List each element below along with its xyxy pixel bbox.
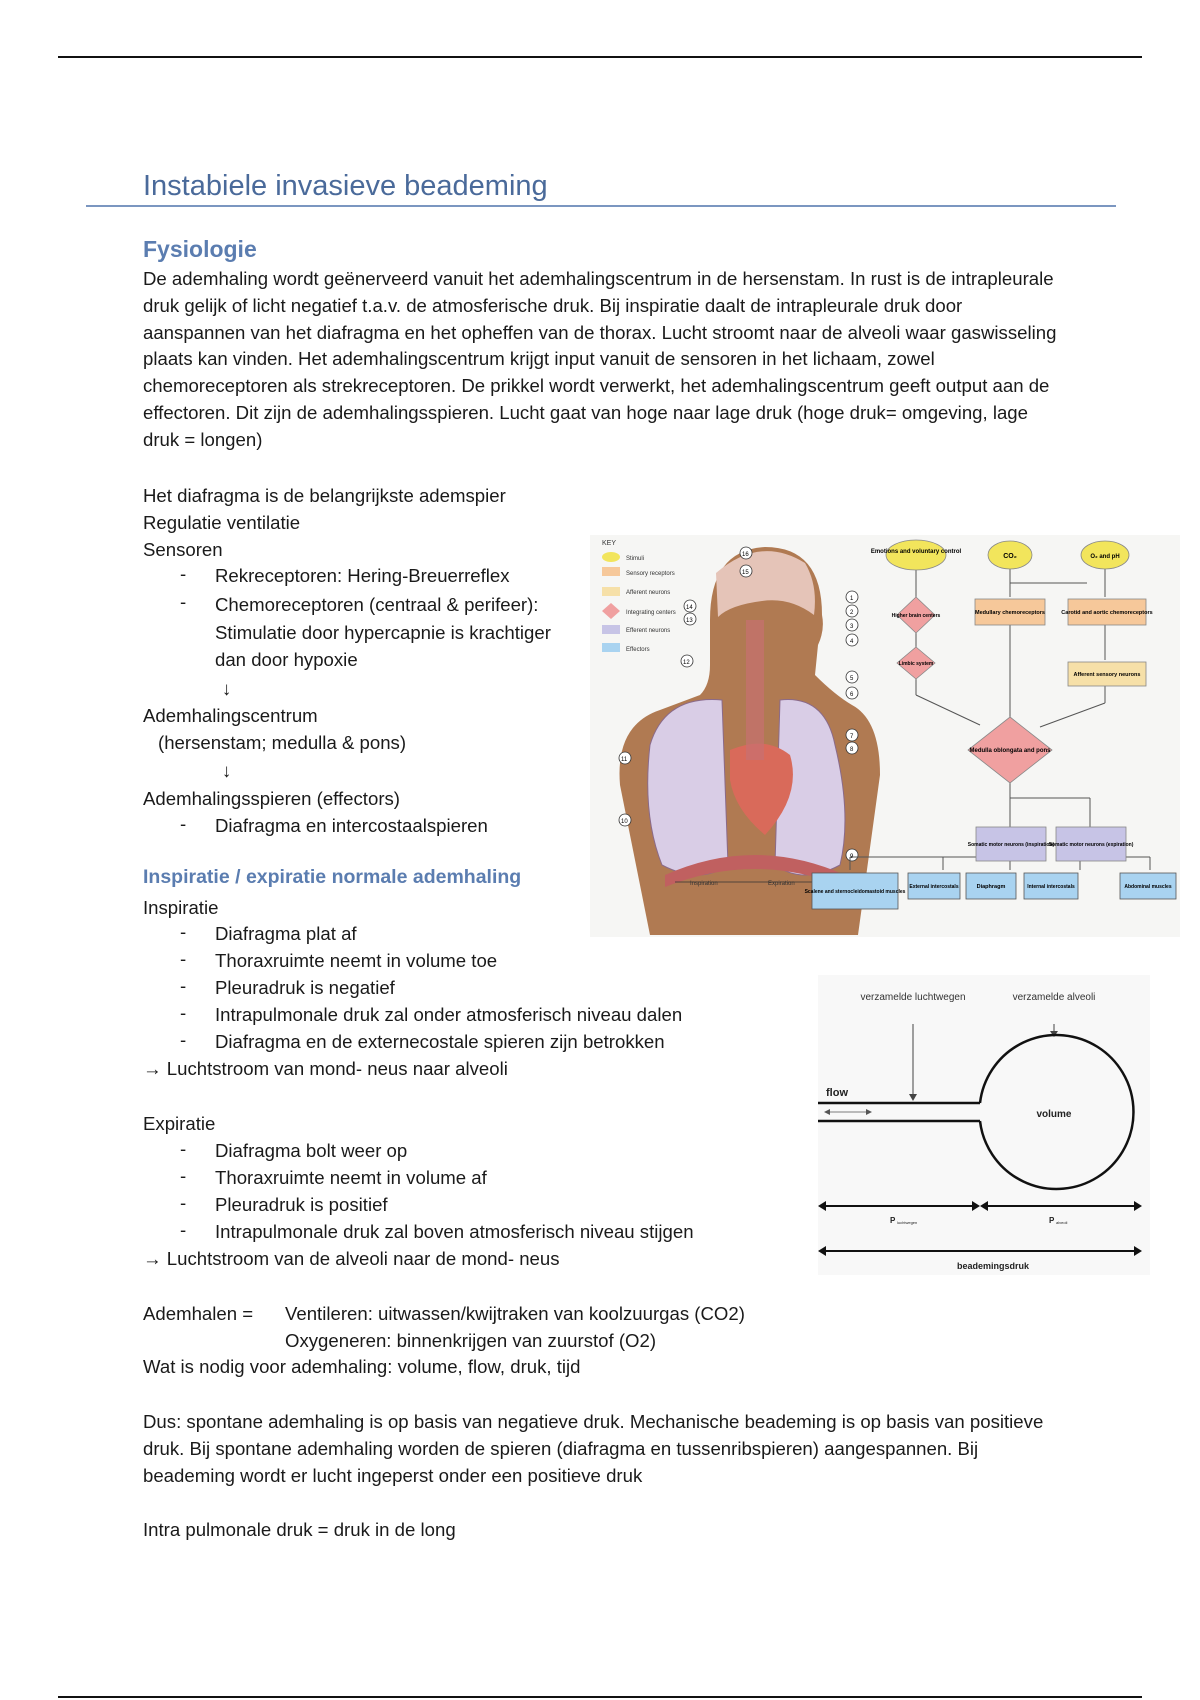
effector-label: Scalene and sternocleidomastoid muscles [804, 889, 906, 895]
ventileren-line: Ventileren: uitwassen/kwijtraken van koolzuurgas (CO2) [285, 1303, 745, 1324]
bullet-dash: - [180, 1192, 187, 1213]
section-heading-fysiologie: Fysiologie [143, 236, 257, 262]
legend-swatch [602, 625, 620, 634]
arrow-down: ↓ [222, 678, 232, 699]
marker-number: 15 [742, 570, 749, 576]
effector-label: Internal intercostals [1027, 884, 1075, 890]
axis-expiration: Expiration [768, 881, 795, 887]
inspiratie-result: → Luchtstroom van mond- neus naar alveoli [143, 1058, 508, 1079]
bullet-dash: - [180, 591, 187, 612]
legend-swatch [602, 587, 620, 596]
sensor-item: Chemoreceptoren (centraal & perifeer): Stimulatie door hypercapnie is krachtiger dan door hypoxie [215, 594, 551, 670]
regulatie-line: Regulatie ventilatie [143, 512, 301, 533]
label-p-airways: P [890, 1216, 896, 1225]
effector-item: Diafragma en intercostaalspieren [215, 815, 488, 836]
intra-line: Intra pulmonale druk = druk in de long [143, 1519, 456, 1540]
label-verzamelde: verzamelde luchtwegen [860, 992, 966, 1003]
marker-number: 13 [686, 618, 693, 624]
effector-label: Abdominal muscles [1124, 884, 1172, 890]
bullet-dash: - [180, 1029, 187, 1050]
somatic-insp-label: Somatic motor neurons (inspiration) [967, 842, 1055, 848]
label-p-airways-sub: luchtwegen [897, 1220, 918, 1225]
stimulus-emotions [886, 540, 946, 570]
marker-number: 1 [850, 596, 854, 602]
bullet-dash: - [180, 813, 187, 834]
lung-model-svg [818, 975, 1150, 1275]
expiratie-result: → Luchtstroom van de alveoli naar de mond- neus [143, 1248, 560, 1269]
marker-number: 6 [850, 692, 854, 698]
bottom-rule [58, 1696, 1142, 1698]
inspiratie-item: Diafragma en de externecostale spieren zijn betrokken [215, 1031, 665, 1052]
centrum-label: Ademhalingscentrum [143, 705, 318, 726]
legend-swatch [602, 643, 620, 652]
bullet-dash: - [180, 1138, 187, 1159]
sensoren-label: Sensoren [143, 539, 223, 560]
marker-number: 16 [742, 552, 749, 558]
top-rule [58, 56, 1142, 58]
afferent-label: Afferent sensory neurons [1073, 672, 1141, 678]
bullet-dash: - [180, 1165, 187, 1186]
label-beademingsdruk: beademingsdruk [956, 1261, 1030, 1271]
inspiratie-item: Thoraxruimte neemt in volume toe [215, 950, 498, 971]
nodig-line: Wat is nodig voor ademhaling: volume, flow, druk, tijd [143, 1356, 581, 1377]
legend-swatch [602, 552, 620, 562]
marker-number: 4 [850, 639, 854, 645]
inspiratie-item: Intrapulmonale druk zal onder atmosferisch niveau dalen [215, 1004, 683, 1025]
centrum-detail: (hersenstam; medulla & pons) [158, 732, 407, 753]
label-volume: volume [1036, 1109, 1072, 1120]
somatic-exp-label: Somatic motor neurons (expiration) [1048, 842, 1134, 848]
bullet-dash: - [180, 921, 187, 942]
page-title: Instabiele invasieve beademing [143, 170, 548, 202]
legend [602, 540, 676, 653]
oxygeneren-line: Oxygeneren: binnenkrijgen van zuurstof (O2) [285, 1330, 657, 1351]
legend-label: Afferent neurons [626, 590, 671, 596]
stimulus-emotions-label: Emotions and voluntary control [870, 549, 962, 555]
inspiratie-item: Pleuradruk is negatief [215, 977, 395, 998]
inspiratie-label: Inspiratie [143, 897, 219, 918]
bullet-dash: - [180, 563, 187, 584]
limbic-label: Limbic system [898, 661, 934, 667]
carotid-label: Carotid and aortic chemoreceptors [1061, 610, 1153, 616]
expiratie-item: Diafragma bolt weer op [215, 1140, 408, 1161]
expiratie-item: Thoraxruimte neemt in volume af [215, 1167, 487, 1188]
intro-paragraph: De ademhaling wordt geënerveerd vanuit het ademhalingscentrum in de hersenstam. In rust is de intrapleurale druk gelijk of licht negatief t.a.v. de atmosferische druk. Bij inspiratie daalt de intrapleurale druk door aanspannen van het diafragma en het opheffen van de thorax. Lucht stroomt naar de alveoli waar gaswisseling plaats kan vinden. Het ademhalingscentrum krijgt input vanuit de sensoren in het lichaam, zowel chemoreceptoren als strekreceptoren. De prikkel wordt verwerkt, het ademhalingscentrum geeft output aan de effectoren. Dit zijn de ademhalingsspieren. Lucht gaat van hoge naar lage druk (hoge druk= omgeving, lage druk = longen) [143, 268, 1057, 450]
marker-number: 7 [850, 734, 854, 740]
marker-number: 11 [621, 757, 628, 763]
legend-label: Effectors [626, 647, 650, 653]
legend-label: Sensory receptors [626, 571, 675, 577]
expiratie-label: Expiratie [143, 1113, 216, 1134]
stimulus-o2-label: O₂ and pH [1090, 554, 1120, 560]
marker-number: 12 [683, 660, 690, 666]
legend-label: Efferent neurons [626, 628, 671, 634]
stimulus-co2-label: CO₂ [1003, 553, 1017, 560]
marker-number: 10 [621, 819, 628, 825]
label-p-alveoli: P [1049, 1216, 1055, 1225]
medullary-label: Medullary chemoreceptors [975, 610, 1045, 616]
effectors-label: Ademhalingsspieren (effectors) [143, 788, 400, 809]
respiratory-control-figure [590, 535, 1180, 937]
section-heading-insp-exp: Inspiratie / expiratie normale ademhaling [143, 866, 522, 888]
medulla-label: Medulla oblongata and pons [969, 748, 1051, 754]
expiratie-item: Intrapulmonale druk zal boven atmosferisch niveau stijgen [215, 1221, 694, 1242]
title-underline [86, 205, 1116, 207]
effector-label: External intercostals [909, 884, 959, 890]
legend-label: Stimuli [626, 556, 645, 562]
dus-paragraph: Dus: spontane ademhaling is op basis van negatieve druk. Mechanische beademing is op basis van positieve druk. Bij spontane ademhaling worden de spieren (diafragma en tussenribspieren) aangespannen. Bij beademing wordt er lucht ingeperst onder een positieve druk [143, 1411, 1044, 1486]
expiratie-item: Pleuradruk is positief [215, 1194, 388, 1215]
bullet-dash: - [180, 1219, 187, 1240]
legend-swatch [602, 567, 620, 576]
inspiratie-item: Diafragma plat af [215, 923, 357, 944]
respiratory-control-svg [590, 535, 1180, 937]
marker-number: 2 [850, 610, 854, 616]
effector-label: Diaphragm [976, 884, 1006, 890]
bullet-dash: - [180, 948, 187, 969]
label-flow: flow [826, 1087, 848, 1099]
bullet-dash: - [180, 1002, 187, 1023]
marker-number: 3 [850, 624, 854, 630]
label-p-alveoli-sub: alveoli [1056, 1220, 1068, 1225]
axis-inspiration: Inspiration [690, 881, 718, 887]
legend-label: Integrating centers [626, 610, 676, 616]
sensor-item: Rekreceptoren: Hering-Breuerreflex [215, 565, 510, 586]
diafragma-line: Het diafragma is de belangrijkste ademspier [143, 485, 506, 506]
marker-number: 9 [850, 854, 854, 860]
ademhalen-label: Ademhalen = [143, 1303, 254, 1324]
legend-title: KEY [602, 540, 617, 547]
marker-number: 8 [850, 747, 854, 753]
lung-model-figure [818, 975, 1150, 1275]
label-verzamelde: verzamelde alveoli [1012, 992, 1096, 1003]
bullet-dash: - [180, 975, 187, 996]
arrow-down: ↓ [222, 760, 232, 781]
marker-number: 5 [850, 676, 854, 682]
higher-brain-label: Higher brain centers [891, 613, 941, 619]
marker-number: 14 [686, 605, 693, 611]
legend-swatch [602, 603, 620, 619]
